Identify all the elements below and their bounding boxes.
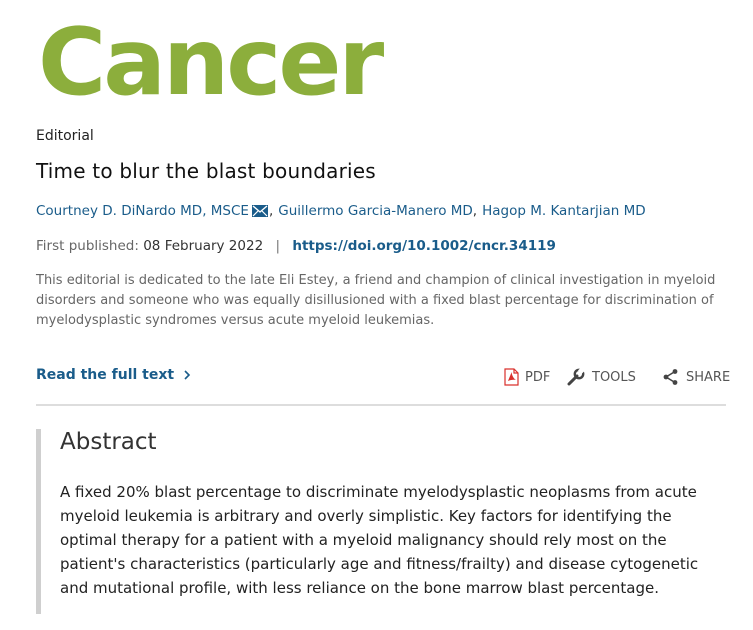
read-full-text-label: Read the full text (36, 367, 175, 383)
author-separator: , (472, 203, 478, 219)
pdf-file-icon (504, 368, 519, 386)
dedication-text: This editorial is dedicated to the late Eli Estey, a friend and champion of clinical investigation in myeloid disorders and someone who was equally disillusioned with a fixed blast percentage for discrimination of myelodysplastic syndromes versus acute myeloid leukemias. (36, 273, 716, 328)
separator-bar: | (275, 238, 281, 254)
article-type: Editorial (36, 128, 94, 144)
envelope-icon[interactable] (252, 205, 268, 217)
share-label: SHARE (686, 369, 731, 385)
doi-link[interactable]: https://doi.org/10.1002/cncr.34119 (292, 238, 556, 254)
author-link-garcia-manero[interactable]: Guillermo Garcia-Manero MD (278, 203, 473, 219)
abstract-heading: Abstract (60, 429, 157, 455)
author-link-kantarjian[interactable]: Hagop M. Kantarjian MD (482, 203, 646, 219)
wrench-icon (566, 368, 586, 386)
tools-button[interactable] (566, 366, 636, 388)
share-button[interactable] (662, 366, 730, 388)
first-published-label: First published: (36, 238, 139, 254)
first-published-date: 08 February 2022 (143, 238, 264, 254)
article-title: Time to blur the blast boundaries (36, 159, 376, 183)
tools-label: TOOLS (592, 369, 636, 385)
abstract-section (36, 429, 726, 614)
read-full-text-link[interactable] (36, 367, 191, 383)
share-icon (662, 368, 680, 386)
publication-info (36, 238, 556, 254)
pdf-button[interactable] (504, 366, 550, 388)
chevron-right-icon (183, 370, 191, 380)
pdf-label: PDF (525, 369, 551, 385)
author-link-dinardo[interactable]: Courtney D. DiNardo MD, MSCE (36, 203, 249, 219)
abstract-text: A fixed 20% blast percentage to discriminate myelodysplastic neoplasms from acute myeloid leukemia is arbitrary and overly simplistic. Key factors for identifying the optimal therapy for a patient with a myeloid malignancy should rely most on the patient's characteristics (particularly age and fitness/frailty) and disease cytogenetic and mutational profile, with less reliance on the bone marrow blast percentage. (60, 483, 699, 597)
journal-logo[interactable]: Cancer (38, 8, 382, 116)
article-toolbar (500, 366, 731, 388)
section-divider (36, 404, 726, 406)
author-list (36, 203, 646, 219)
author-separator: , (268, 203, 274, 219)
